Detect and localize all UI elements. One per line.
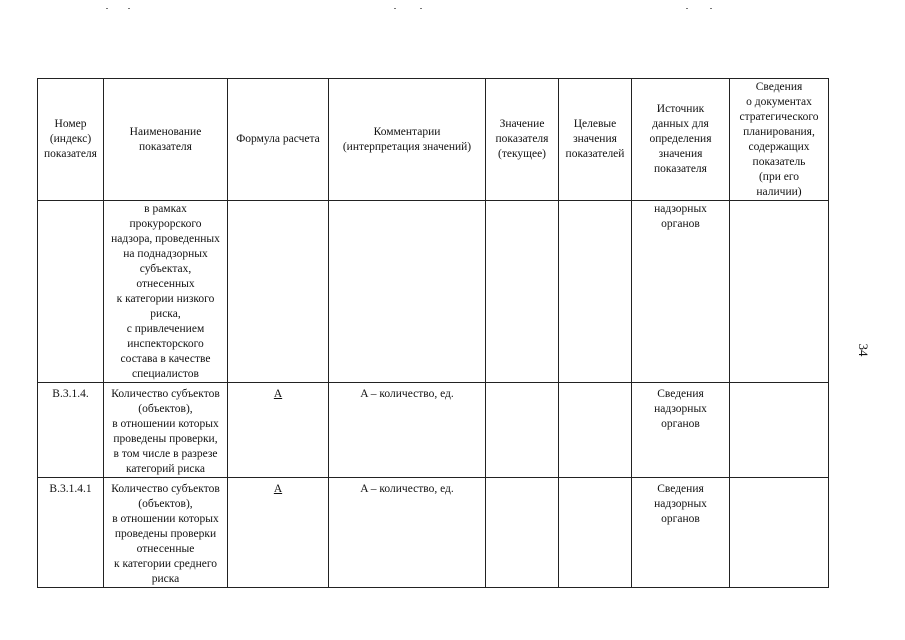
cell-current-value	[486, 383, 559, 478]
cell-name: Количество субъектов (объектов), в отношении которых проведены проверки, в том числе в разрезе категорий риска	[104, 383, 228, 478]
cell-comment	[329, 201, 486, 383]
cell-formula	[228, 201, 329, 383]
cell-name: Количество субъектов (объектов), в отношении которых проведены проверки отнесенные к категории среднего риска	[104, 478, 228, 588]
formula-text: A	[273, 388, 283, 400]
formula-text: A	[273, 483, 283, 495]
cell-name: в рамках прокурорского надзора, проведенных на поднадзорных субъектах, отнесенных к категории низкого риска, с привлечением инспекторского состава в качестве специалистов	[104, 201, 228, 383]
page-number: 34	[856, 343, 871, 357]
table-row	[38, 201, 829, 383]
header-row	[38, 79, 829, 201]
cell-target-value	[559, 478, 632, 588]
cell-planning-docs	[730, 201, 829, 383]
header-name: Наименование показателя	[104, 79, 228, 201]
header-formula: Формула расчета	[228, 79, 329, 201]
scan-speck	[686, 8, 688, 9]
cell-index: В.3.1.4.	[38, 383, 104, 478]
scan-speck	[420, 8, 422, 9]
cell-data-source: Сведения надзорных органов	[632, 478, 730, 588]
cell-planning-docs	[730, 478, 829, 588]
cell-index	[38, 201, 104, 383]
cell-current-value	[486, 201, 559, 383]
cell-data-source: надзорных органов	[632, 201, 730, 383]
scan-speck	[394, 8, 396, 9]
header-comment: Комментарии (интерпретация значений)	[329, 79, 486, 201]
scan-speck	[128, 8, 130, 9]
scan-speck	[106, 8, 108, 9]
table-row	[38, 478, 829, 588]
indicators-table	[37, 78, 829, 588]
table-row	[38, 383, 829, 478]
cell-comment: A – количество, ед.	[329, 383, 486, 478]
scan-specks	[0, 8, 905, 16]
cell-formula	[228, 478, 329, 588]
header-planning-docs: Сведения о документах стратегического планирования, содержащих показатель (при его наличии)	[730, 79, 829, 201]
cell-target-value	[559, 201, 632, 383]
cell-comment: A – количество, ед.	[329, 478, 486, 588]
cell-formula	[228, 383, 329, 478]
scan-speck	[710, 8, 712, 9]
cell-target-value	[559, 383, 632, 478]
header-current-value: Значение показателя (текущее)	[486, 79, 559, 201]
cell-index: В.3.1.4.1	[38, 478, 104, 588]
header-target-values: Целевые значения показателей	[559, 79, 632, 201]
header-index: Номер (индекс) показателя	[38, 79, 104, 201]
cell-planning-docs	[730, 383, 829, 478]
cell-current-value	[486, 478, 559, 588]
header-data-source: Источник данных для определения значения показателя	[632, 79, 730, 201]
cell-data-source: Сведения надзорных органов	[632, 383, 730, 478]
